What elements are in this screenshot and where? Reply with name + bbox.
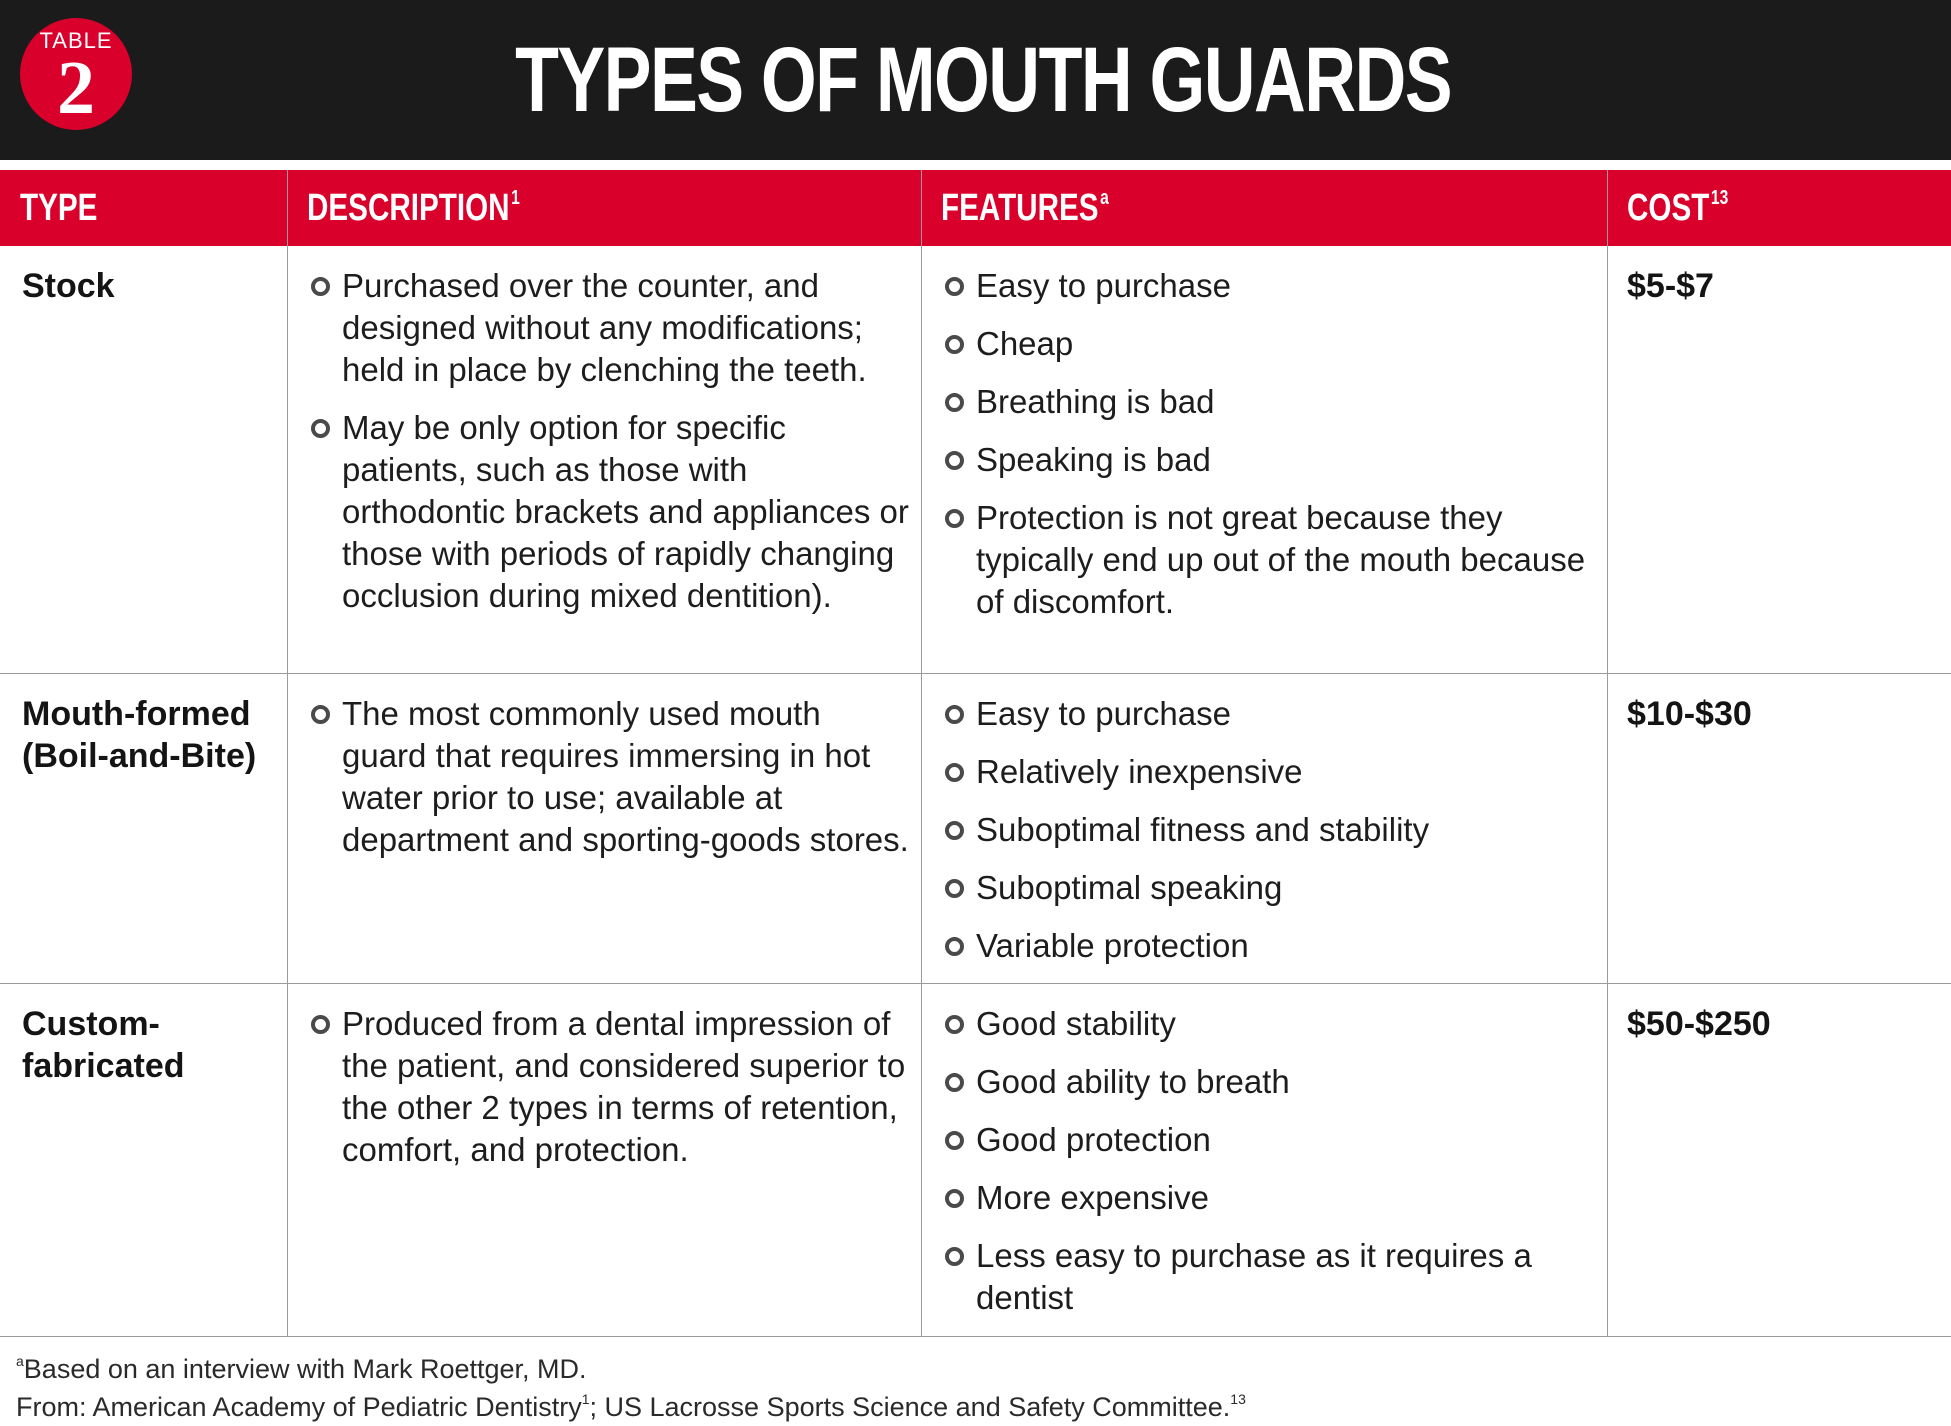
row-cost-mouth-formed: $10-$30 <box>1627 695 1752 733</box>
bullet-icon <box>945 1073 964 1092</box>
header-cost: COST$^{13}$ <box>1627 187 1729 229</box>
bullet-icon <box>945 451 964 470</box>
source-note: From: American Academy of Pediatric Dentistry$^1$; US Lacrosse Sports Science and Safety Committee.$^{13}$ <box>16 1391 1246 1422</box>
list-item: Produced from a dental impression of the patient, and considered superior to the other 2 types in terms of retention, comfort, and protection. <box>310 1003 910 1171</box>
bullet-icon <box>945 763 964 782</box>
row-divider <box>0 1336 1951 1337</box>
list-item: Good ability to breath <box>944 1061 1594 1103</box>
bullet-icon <box>945 821 964 840</box>
bullet-icon <box>945 705 964 724</box>
list-item: May be only option for specific patients, such as those with orthodontic brackets and appliances or those with periods of rapidly changing occlusion during mixed dentition). <box>310 407 910 617</box>
bullet-icon <box>945 1131 964 1150</box>
bullet-icon <box>945 879 964 898</box>
list-item: Relatively inexpensive <box>944 751 1594 793</box>
list-item: Breathing is bad <box>944 381 1594 423</box>
list-item: Suboptimal fitness and stability <box>944 809 1594 851</box>
list-item: Good stability <box>944 1003 1594 1045</box>
header-description: DESCRIPTION$^1$ <box>307 187 520 229</box>
bullet-icon <box>945 1015 964 1034</box>
badge-label: TABLE <box>39 28 113 53</box>
list-item: Protection is not great because they typically end up out of the mouth because of discomfort. <box>944 497 1594 623</box>
table-header-row <box>0 170 1951 246</box>
footnote-a: $^a$Based on an interview with Mark Roettger, MD. <box>16 1353 587 1384</box>
description-list-custom-fabricated <box>310 1003 910 1187</box>
bullet-icon <box>311 277 330 296</box>
column-divider <box>287 170 288 1337</box>
list-item: Suboptimal speaking <box>944 867 1594 909</box>
header-description-ref: 1 <box>511 187 520 209</box>
list-item: Purchased over the counter, and designed without any modifications; held in place by clenching the teeth. <box>310 265 910 391</box>
features-list-stock <box>944 265 1594 639</box>
row-cost-stock: $5-$7 <box>1627 267 1714 305</box>
title-bar <box>0 0 1951 160</box>
list-item: Less easy to purchase as it requires a dentist <box>944 1235 1594 1319</box>
bullet-icon <box>945 1189 964 1208</box>
list-item: Easy to purchase <box>944 693 1594 735</box>
row-type-mouth-formed: Mouth-formed (Boil-and-Bite) <box>22 695 257 775</box>
source-ref: 1 <box>581 1391 590 1407</box>
row-divider <box>0 983 1951 984</box>
description-list-mouth-formed <box>310 693 910 877</box>
description-list-stock <box>310 265 910 633</box>
bullet-icon <box>945 937 964 956</box>
list-item: The most commonly used mouth guard that requires immersing in hot water prior to use; available at department and sporting-goods stores. <box>310 693 910 861</box>
header-type: TYPE <box>20 187 98 229</box>
list-item: Easy to purchase <box>944 265 1594 307</box>
bullet-icon <box>945 509 964 528</box>
footnotes <box>16 1350 1936 1426</box>
list-item: More expensive <box>944 1177 1594 1219</box>
bullet-icon <box>945 335 964 354</box>
list-item: Speaking is bad <box>944 439 1594 481</box>
source-ref: 13 <box>1230 1391 1246 1407</box>
header-cost-ref: 13 <box>1710 187 1729 209</box>
row-divider <box>0 673 1951 674</box>
bullet-icon <box>311 419 330 438</box>
features-list-custom-fabricated <box>944 1003 1594 1335</box>
list-item: Variable protection <box>944 925 1594 967</box>
list-item: Good protection <box>944 1119 1594 1161</box>
bullet-icon <box>945 277 964 296</box>
column-divider <box>921 170 922 1337</box>
bullet-icon <box>945 1247 964 1266</box>
footnote-marker: a <box>16 1353 24 1369</box>
header-features-ref: a <box>1100 187 1109 209</box>
row-type-stock: Stock <box>22 267 115 305</box>
badge-number: 2 <box>57 46 95 130</box>
row-cost-custom-fabricated: $50-$250 <box>1627 1005 1771 1043</box>
table-badge <box>20 18 132 130</box>
header-features: FEATURES$^a$ <box>941 187 1109 229</box>
bullet-icon <box>311 1015 330 1034</box>
bullet-icon <box>945 393 964 412</box>
list-item: Cheap <box>944 323 1594 365</box>
page-title: TYPES OF MOUTH GUARDS <box>515 29 1452 131</box>
row-type-custom-fabricated: Custom-fabricated <box>22 1005 185 1085</box>
features-list-mouth-formed <box>944 693 1594 983</box>
bullet-icon <box>311 705 330 724</box>
column-divider <box>1607 170 1608 1337</box>
